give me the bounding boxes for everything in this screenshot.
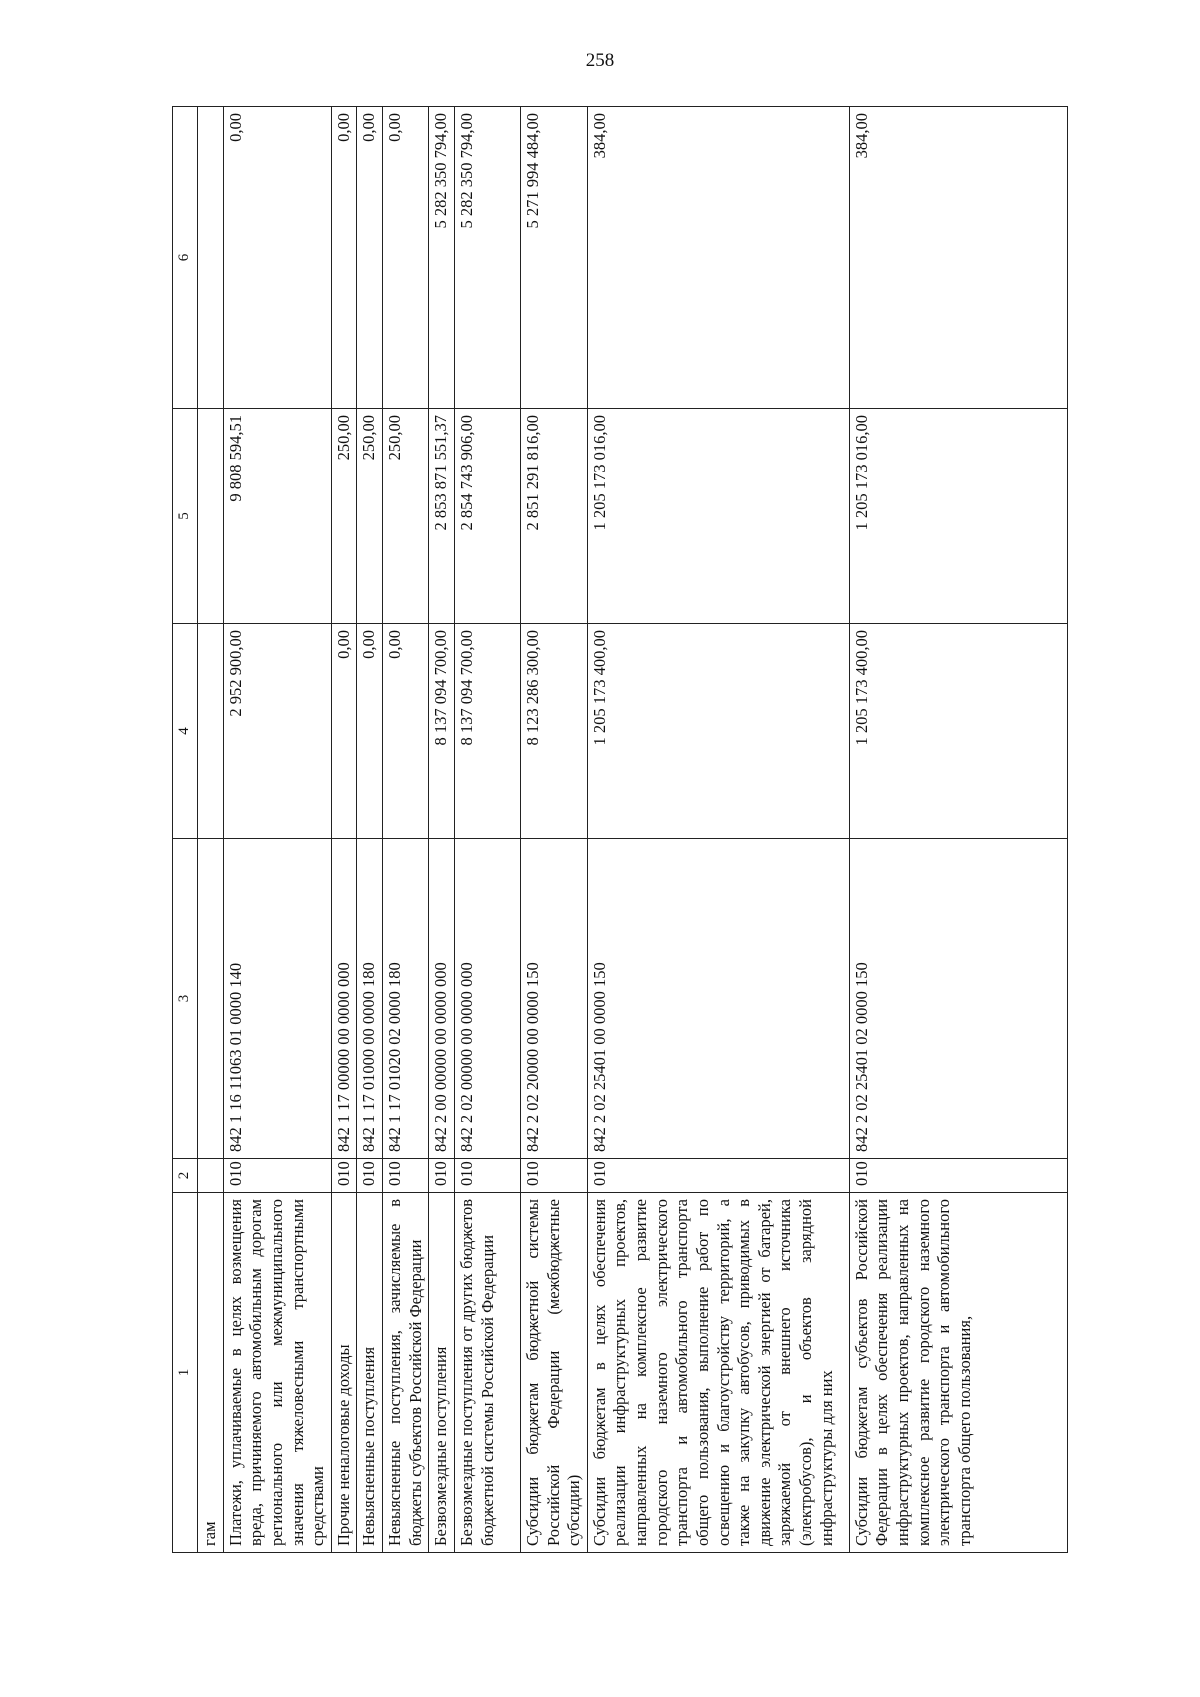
row-budget-code: 842 2 02 20000 00 0000 150 (520, 839, 587, 1159)
row-unexecuted: 384,00 (849, 107, 1067, 409)
row-line-code: 010 (357, 1159, 383, 1193)
row-line-code: 010 (429, 1159, 455, 1193)
row-planned: 8 123 286 300,00 (520, 624, 587, 839)
row-unexecuted: 0,00 (331, 107, 357, 409)
row-name: Прочие неналоговые доходы (331, 1193, 357, 1553)
row-line-code: 010 (223, 1159, 331, 1193)
row-executed: 2 853 871 551,37 (429, 409, 455, 624)
row-line-code: 010 (849, 1159, 1067, 1193)
table-row (429, 107, 455, 1553)
row-line-code: 010 (520, 1159, 587, 1193)
column-header-5: 5 (173, 409, 198, 624)
row-budget-code (198, 839, 224, 1159)
table-row (223, 107, 331, 1553)
row-unexecuted: 0,00 (223, 107, 331, 409)
column-header-3: 3 (173, 839, 198, 1159)
row-planned: 0,00 (357, 624, 383, 839)
row-planned: 0,00 (331, 624, 357, 839)
row-planned: 1 205 173 400,00 (587, 624, 849, 839)
row-line-code (198, 1159, 224, 1193)
row-executed: 1 205 173 016,00 (587, 409, 849, 624)
row-planned: 1 205 173 400,00 (849, 624, 1067, 839)
row-budget-code: 842 1 16 11063 01 0000 140 (223, 839, 331, 1159)
row-name: Субсидии бюджетам субъектов Российской Федерации в целях обеспечения реализации инфраструктурных проектов, направленных на комплексное развитие городского наземного электрического транспорта и автомобильного транспорта общего пользования, (849, 1193, 1067, 1553)
row-executed: 2 851 291 816,00 (520, 409, 587, 624)
row-name: Невыясненные поступления (357, 1193, 383, 1553)
table-header-row (173, 107, 198, 1553)
row-unexecuted: 0,00 (383, 107, 429, 409)
row-budget-code: 842 1 17 01000 00 0000 180 (357, 839, 383, 1159)
row-budget-code: 842 2 02 25401 02 0000 150 (849, 839, 1067, 1159)
row-unexecuted: 5 282 350 794,00 (454, 107, 520, 409)
row-name: гам (198, 1193, 224, 1553)
row-name: Платежи, уплачиваемые в целях возмещения вреда, причиняемого автомобильным дорогам регионального или межмуниципального значения тяжеловесными транспортными средствами (223, 1193, 331, 1553)
row-budget-code: 842 2 02 00000 00 0000 000 (454, 839, 520, 1159)
row-name: Безвозмездные поступления (429, 1193, 455, 1553)
column-header-1: 1 (173, 1193, 198, 1553)
row-executed: 1 205 173 016,00 (849, 409, 1067, 624)
column-header-6: 6 (173, 107, 198, 409)
row-budget-code: 842 1 17 00000 00 0000 000 (331, 839, 357, 1159)
row-unexecuted: 5 271 994 484,00 (520, 107, 587, 409)
row-name: Субсидии бюджетам бюджетной системы Российской Федерации (межбюджетные субсидии) (520, 1193, 587, 1553)
row-unexecuted: 5 282 350 794,00 (429, 107, 455, 409)
table-row (198, 107, 224, 1553)
row-executed: 250,00 (331, 409, 357, 624)
row-executed: 2 854 743 906,00 (454, 409, 520, 624)
table-row (520, 107, 587, 1553)
table-row (383, 107, 429, 1553)
rotated-table-container (172, 107, 1068, 1553)
budget-revenue-table (172, 106, 1068, 1553)
row-name: Безвозмездные поступления от других бюджетов бюджетной системы Российской Федерации (454, 1193, 520, 1553)
row-planned (198, 624, 224, 839)
table-row (331, 107, 357, 1553)
row-executed: 250,00 (357, 409, 383, 624)
row-name: Невыясненные поступления, зачисляемые в бюджеты субъектов Российской Федерации (383, 1193, 429, 1553)
row-line-code: 010 (331, 1159, 357, 1193)
row-name: Субсидии бюджетам в целях обеспечения реализации инфраструктурных проектов, направленных на комплексное развитие городского наземного электрического транспорта и автомобильного транспорта общего пользования, выполнение работ по освещению и благоустройству территорий, а также на закупку автобусов, приводимых в движение электрической энергией от батарей, заряжаемой от внешнего источника (электробусов), и объектов зарядной инфраструктуры для них (587, 1193, 849, 1553)
column-header-2: 2 (173, 1159, 198, 1193)
row-unexecuted (198, 107, 224, 409)
row-unexecuted: 384,00 (587, 107, 849, 409)
row-executed: 9 808 594,51 (223, 409, 331, 624)
row-planned: 8 137 094 700,00 (454, 624, 520, 839)
row-budget-code: 842 2 02 25401 00 0000 150 (587, 839, 849, 1159)
row-budget-code: 842 1 17 01020 02 0000 180 (383, 839, 429, 1159)
row-executed (198, 409, 224, 624)
row-planned: 2 952 900,00 (223, 624, 331, 839)
row-unexecuted: 0,00 (357, 107, 383, 409)
row-line-code: 010 (454, 1159, 520, 1193)
page-number: 258 (585, 50, 615, 71)
row-planned: 0,00 (383, 624, 429, 839)
column-header-4: 4 (173, 624, 198, 839)
table-row (357, 107, 383, 1553)
row-line-code: 010 (383, 1159, 429, 1193)
table-row (587, 107, 849, 1553)
row-line-code: 010 (587, 1159, 849, 1193)
row-planned: 8 137 094 700,00 (429, 624, 455, 839)
table-row (454, 107, 520, 1553)
table-row (849, 107, 1067, 1553)
row-executed: 250,00 (383, 409, 429, 624)
row-budget-code: 842 2 00 00000 00 0000 000 (429, 839, 455, 1159)
